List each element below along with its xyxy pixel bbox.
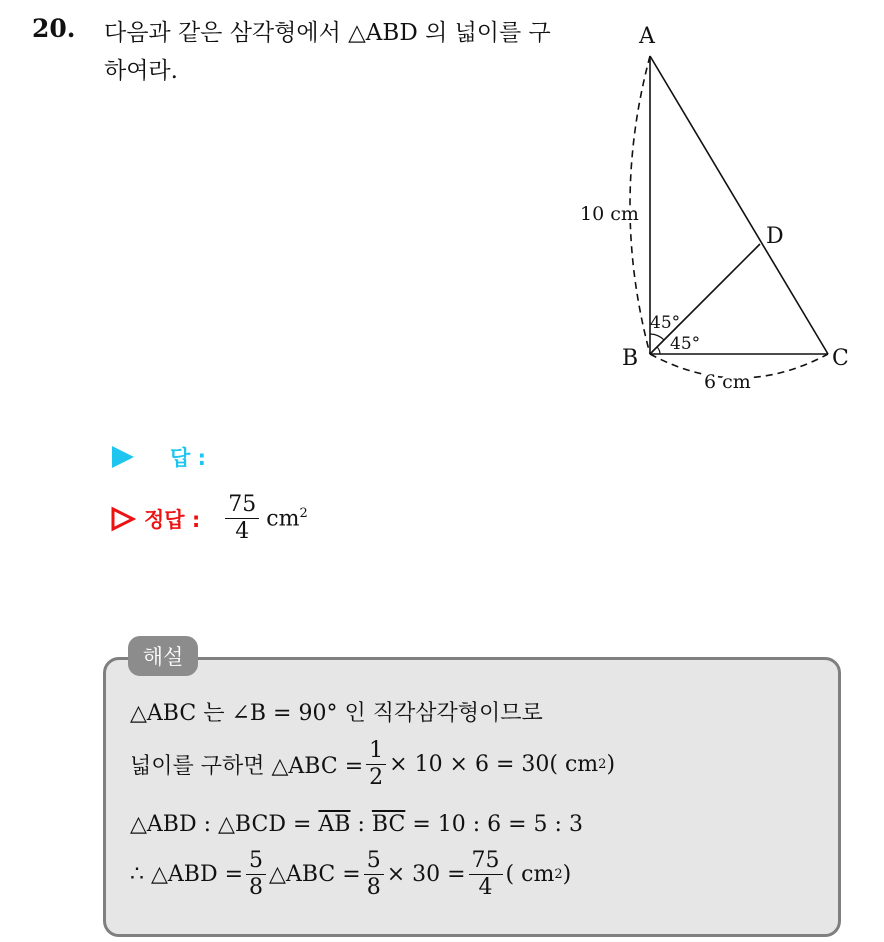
correct-answer-value <box>222 492 307 545</box>
fraction-one-half: $\frac{1}{2}$ <box>366 738 386 791</box>
angle-arc-lower <box>657 347 660 354</box>
solution-box <box>103 657 841 937</box>
solution-tag: 해설 <box>128 636 198 676</box>
angle-arc-upper <box>650 334 664 340</box>
answer-label: 답 : <box>170 446 206 470</box>
answer-fraction <box>225 492 259 545</box>
fraction-five-eighths-a: $\frac{5}{8}$ <box>246 848 266 901</box>
question-number: 20. <box>32 14 76 43</box>
angle-lower-label: 45° <box>670 334 701 354</box>
solution-line-2: 넓이를 구하면 △ABC = $\frac{1}{2}$ × 10 × 6 = 30( cm 2 ) <box>130 738 616 790</box>
side-bc-length: 6 cm <box>704 371 751 393</box>
answer-numerator: 75 <box>225 492 259 519</box>
vertex-b-label: B <box>622 346 639 371</box>
question-text: 다음과 같은 삼각형에서 △ABD 의 넓이를 구하여라. <box>104 20 551 84</box>
segment-bd <box>650 244 760 354</box>
segment-bc: $\overline{BC}$ <box>371 812 406 837</box>
fraction-seventy-five-quarters: $\frac{75}{4}$ <box>469 848 503 901</box>
answer-unit: $cm^2$ <box>266 505 308 532</box>
segment-ab: $\overline{AB}$ <box>318 812 351 837</box>
fraction-five-eighths-b: $\frac{5}{8}$ <box>364 848 384 901</box>
vertex-a-label: A <box>639 24 655 49</box>
outline-arrow-icon <box>110 506 136 532</box>
solution-line-3: △ABD : △BCD = $\overline{AB}$ : $\overline{BC}$ = 10 : 6 = 5 : 3 <box>130 812 583 837</box>
vertex-d-label: D <box>766 224 784 249</box>
angle-upper-label: 45° <box>650 313 681 333</box>
solution-line-4: ∴ △ABD = $\frac{5}{8}$ △ABC = $\frac{5}{8}$ × 30 = $\frac{75}{4}$ ( cm 2 ) <box>130 848 572 900</box>
answer-denominator: 4 <box>235 519 250 544</box>
play-arrow-icon <box>110 444 136 470</box>
vertex-c-label: C <box>832 346 849 371</box>
correct-answer-label: 정답 : <box>144 507 201 532</box>
correct-answer-row <box>110 492 308 545</box>
side-ac <box>650 56 828 354</box>
solution-line-1: △ABC 는 ∠B = 90° 인 직각삼각형이므로 <box>130 701 543 726</box>
side-ab-length: 10 cm <box>580 203 639 225</box>
answer-row <box>110 442 206 472</box>
triangle-figure <box>560 10 880 410</box>
